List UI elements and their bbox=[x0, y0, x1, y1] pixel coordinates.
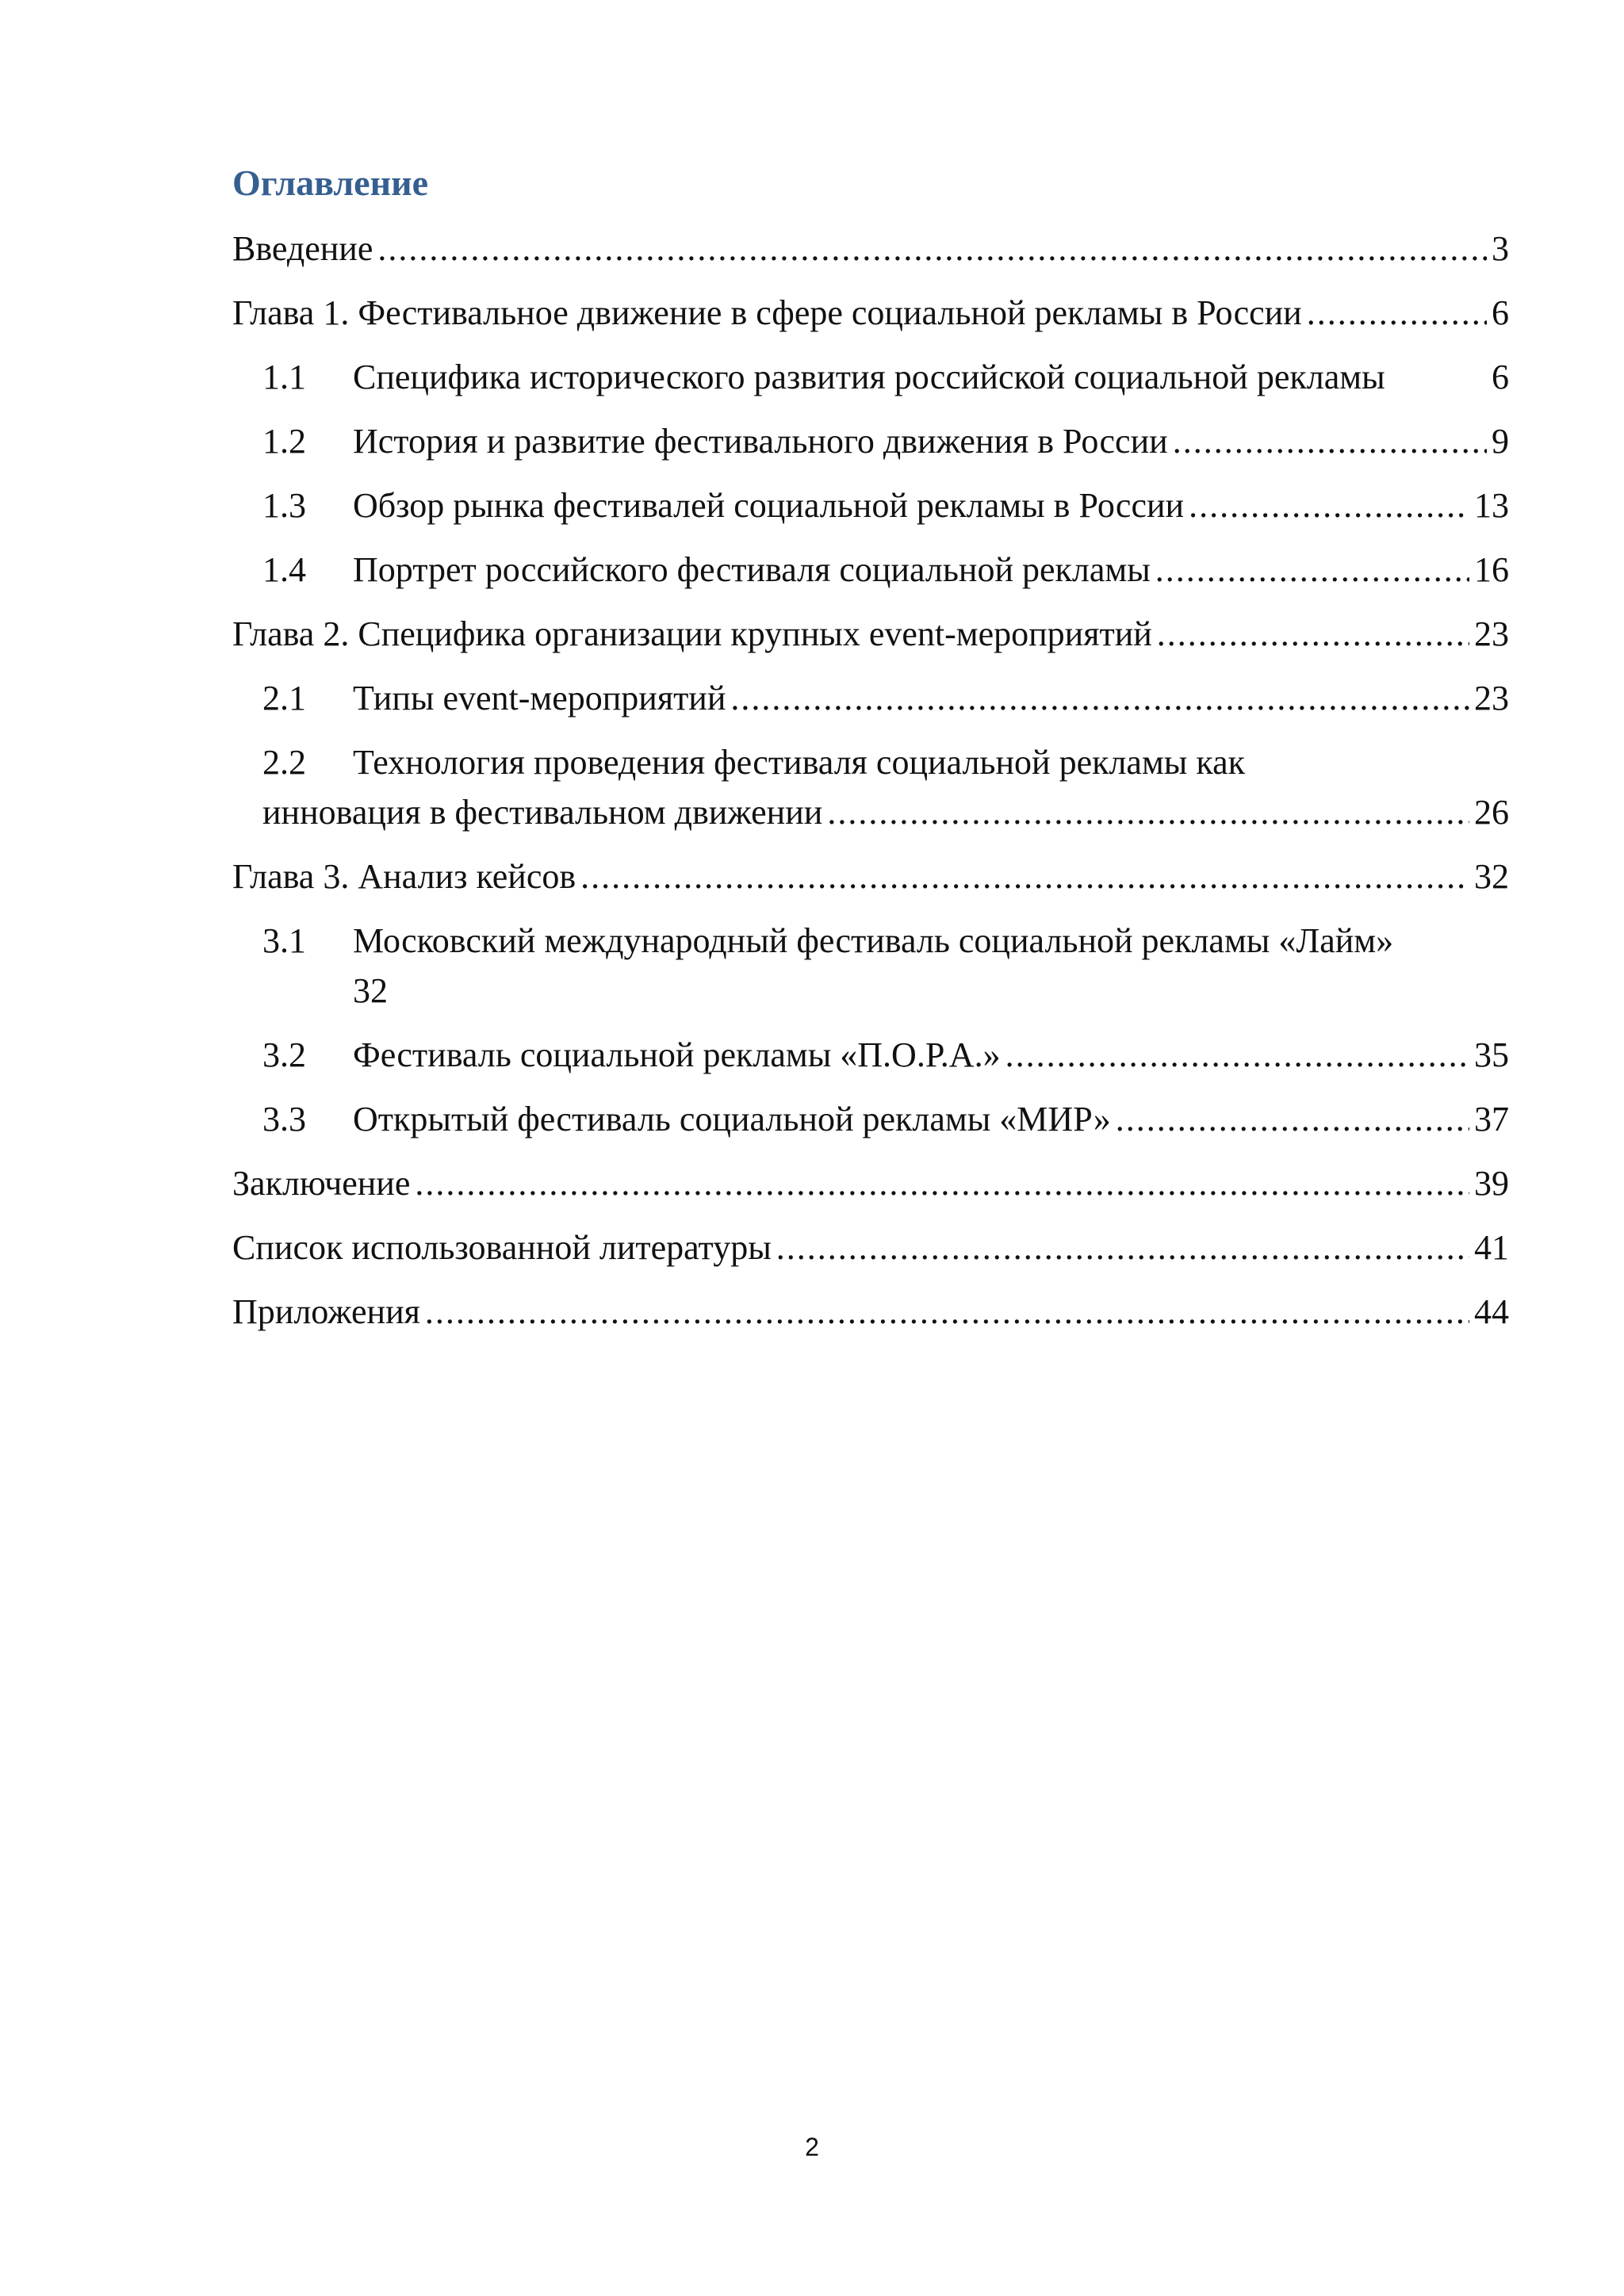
toc-entry-text: Специфика исторического развития российской социальной рекламы bbox=[353, 358, 1385, 396]
toc-leader-dots bbox=[827, 795, 1469, 830]
toc-leader-dots bbox=[1155, 553, 1469, 587]
toc-entry-text: Глава 3. Анализ кейсов bbox=[232, 857, 576, 896]
toc-entry-text: Московский международный фестиваль социальной рекламы «Лайм» bbox=[353, 921, 1394, 960]
toc-entry-page: 3 bbox=[1492, 229, 1509, 268]
toc-entry-section-3-3[interactable] bbox=[232, 1086, 1509, 1150]
toc-entry-chapter-3[interactable] bbox=[232, 844, 1509, 908]
toc-leader-dots bbox=[1307, 296, 1487, 331]
toc-entry-bibliography[interactable] bbox=[232, 1215, 1509, 1279]
toc-entry-text: Список использованной литературы bbox=[232, 1228, 772, 1267]
toc-entry-text-continuation: инновация в фестивальном движении bbox=[262, 793, 823, 832]
toc-entry-page: 44 bbox=[1474, 1292, 1509, 1331]
toc-title: Оглавление bbox=[232, 163, 429, 203]
toc-leader-dots bbox=[580, 859, 1469, 894]
toc-leader-dots bbox=[415, 1166, 1469, 1201]
toc-entry-number: 2.2 bbox=[262, 743, 306, 782]
toc-entry-appendices[interactable] bbox=[232, 1279, 1509, 1343]
page-number: 2 bbox=[805, 2133, 819, 2161]
toc-entry-number: 1.4 bbox=[262, 550, 306, 589]
toc-leader-dots bbox=[425, 1295, 1469, 1330]
toc-entry-number: 3.1 bbox=[262, 921, 306, 960]
toc-entry-section-1-4[interactable] bbox=[232, 537, 1509, 601]
toc-entry-page: 35 bbox=[1474, 1035, 1509, 1074]
toc-entry-number: 2.1 bbox=[262, 679, 306, 718]
toc-entry-text: История и развитие фестивального движения в России bbox=[353, 422, 1168, 461]
toc-entry-text: Фестиваль социальной рекламы «П.О.Р.А.» bbox=[353, 1035, 1001, 1074]
toc-entry-number: 3.2 bbox=[262, 1035, 306, 1074]
toc-entry-chapter-2[interactable] bbox=[232, 601, 1509, 665]
toc-entry-number: 3.3 bbox=[262, 1100, 306, 1138]
toc-entry-section-1-3[interactable] bbox=[232, 473, 1509, 537]
toc-leader-dots bbox=[1005, 1038, 1469, 1073]
toc-leader-dots bbox=[1157, 617, 1469, 652]
table-of-contents bbox=[232, 151, 1509, 1343]
toc-leader-dots bbox=[377, 232, 1487, 266]
toc-entry-page: 32 bbox=[1474, 857, 1509, 896]
toc-entry-section-1-1[interactable] bbox=[232, 344, 1509, 408]
toc-entry-text: Глава 1. Фестивальное движение в сфере социальной рекламы в России bbox=[232, 293, 1302, 332]
toc-entry-text: Приложения bbox=[232, 1292, 420, 1331]
toc-entry-text: Технология проведения фестиваля социальной рекламы как bbox=[353, 743, 1245, 782]
toc-entry-page: 16 bbox=[1474, 550, 1509, 589]
toc-entry-section-3-2[interactable] bbox=[232, 1022, 1509, 1086]
toc-entry-page: 26 bbox=[1474, 793, 1509, 832]
toc-entry-section-2-2[interactable] bbox=[232, 729, 1509, 844]
toc-entry-number: 1.2 bbox=[262, 422, 306, 461]
toc-entry-number: 1.3 bbox=[262, 486, 306, 525]
toc-entry-introduction[interactable] bbox=[232, 216, 1509, 280]
toc-entry-conclusion[interactable] bbox=[232, 1150, 1509, 1215]
toc-entry-page: 6 bbox=[1492, 358, 1509, 396]
toc-entry-text: Типы event-мероприятий bbox=[353, 679, 726, 718]
toc-leader-dots bbox=[1173, 424, 1487, 459]
toc-leader-dots bbox=[1116, 1102, 1469, 1137]
toc-entry-text: Портрет российского фестиваля социальной рекламы bbox=[353, 550, 1151, 589]
toc-entry-text: Введение bbox=[232, 229, 373, 268]
toc-entry-text: Глава 2. Специфика организации крупных event-мероприятий bbox=[232, 614, 1152, 653]
toc-entry-section-2-1[interactable] bbox=[232, 665, 1509, 729]
toc-entry-page: 32 bbox=[353, 971, 388, 1010]
toc-entry-section-1-2[interactable] bbox=[232, 408, 1509, 473]
toc-entry-text: Открытый фестиваль социальной рекламы «МИР» bbox=[353, 1100, 1111, 1138]
toc-entry-section-3-1[interactable] bbox=[232, 908, 1509, 1022]
toc-entry-number: 1.1 bbox=[262, 358, 306, 396]
toc-entry-page: 13 bbox=[1474, 486, 1509, 525]
toc-entry-text: Заключение bbox=[232, 1164, 411, 1203]
toc-leader-dots bbox=[1189, 488, 1469, 523]
toc-entry-page: 37 bbox=[1474, 1100, 1509, 1138]
toc-entry-page: 23 bbox=[1474, 679, 1509, 718]
toc-entry-page: 6 bbox=[1492, 293, 1509, 332]
toc-entry-text: Обзор рынка фестивалей социальной рекламы в России bbox=[353, 486, 1185, 525]
toc-leader-dots bbox=[776, 1230, 1469, 1265]
toc-leader-dots bbox=[730, 681, 1469, 716]
toc-entry-chapter-1[interactable] bbox=[232, 280, 1509, 344]
toc-entry-page: 9 bbox=[1492, 422, 1509, 461]
toc-entry-page: 39 bbox=[1474, 1164, 1509, 1203]
toc-entry-page: 41 bbox=[1474, 1228, 1509, 1267]
toc-entry-page: 23 bbox=[1474, 614, 1509, 653]
